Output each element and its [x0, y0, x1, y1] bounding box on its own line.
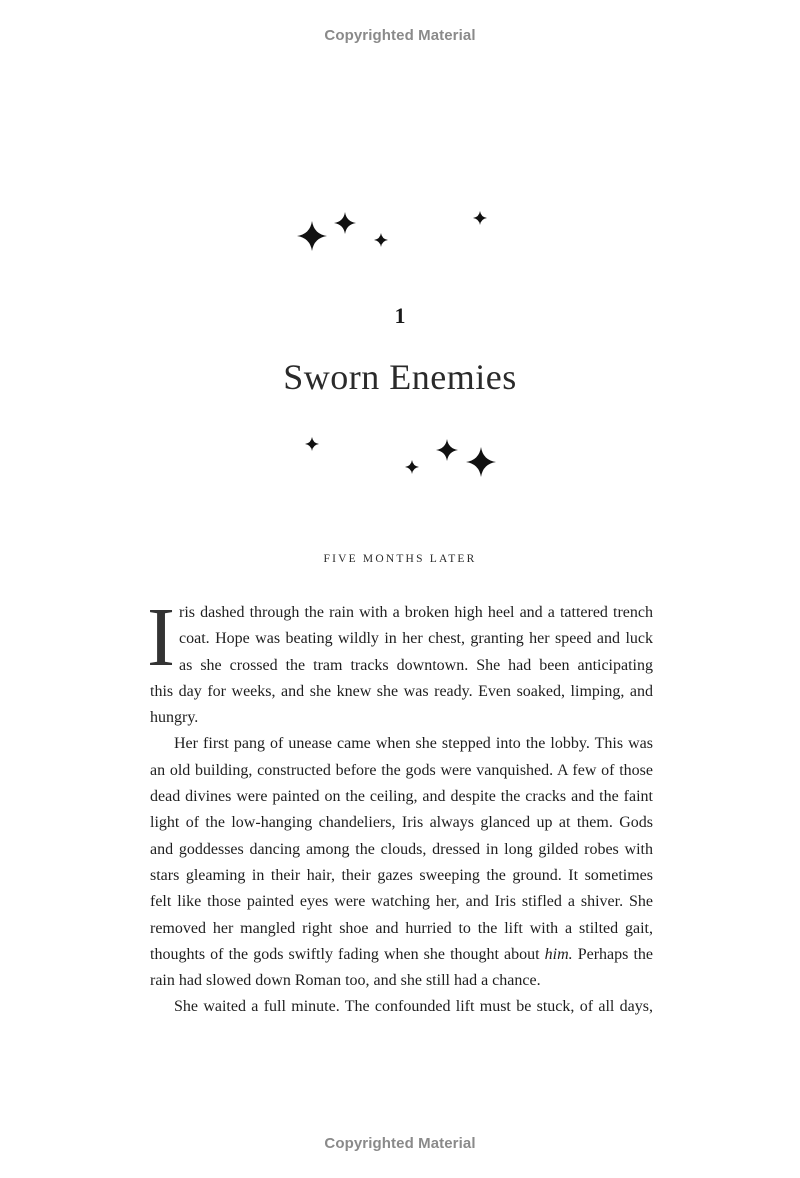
body-line: coat. Hope was beating wildly in her chest, granting her speed and luck — [179, 630, 653, 648]
section-label: FIVE MONTHS LATER — [323, 553, 477, 565]
body-line: Her first pang of unease came when she stepped into the lobby. This was — [174, 735, 653, 753]
body-line: removed her mangled right shoe and hurried to the lift with a stilted gait, — [150, 919, 653, 937]
body-line: this day for weeks, and she knew she was ready. Even soaked, limping, and — [150, 682, 653, 700]
copyright-watermark-top: Copyrighted Material — [324, 27, 476, 44]
drop-cap: I — [147, 591, 175, 684]
body-line: stars gleaming in their hair, their gazes sweeping the ground. It sometimes — [150, 866, 653, 884]
body-line: felt like those painted eyes were watching her, and Iris stifled a shiver. She — [150, 893, 653, 911]
body-line — [150, 942, 653, 968]
italic-emphasis: him. — [544, 945, 573, 963]
chapter-number: 1 — [394, 303, 406, 328]
body-line: light of the low-hanging chandeliers, Iris always glanced up at them. Gods — [150, 814, 653, 832]
top-stars-icon — [297, 211, 487, 251]
star-ornament-icon — [0, 0, 800, 500]
body-line: dead divines were painted on the ceiling, and despite the cracks and the faint — [150, 788, 653, 806]
body-line-text: thoughts of the gods swiftly fading when she thought about — [150, 945, 545, 963]
body-line: She waited a full minute. The confounded lift must be stuck, of all days, — [174, 998, 653, 1016]
chapter-body — [147, 591, 653, 1021]
copyright-watermark-bottom: Copyrighted Material — [324, 1135, 476, 1152]
body-line: rain had slowed down Roman too, and she still had a chance. — [150, 972, 541, 990]
body-line: hungry. — [150, 709, 199, 727]
body-line: ris dashed through the rain with a broken high heel and a tattered trench — [179, 604, 653, 621]
body-line: as she crossed the tram tracks downtown. She had been anticipating — [179, 656, 653, 674]
bottom-stars-icon — [305, 437, 496, 477]
body-line-tail: Perhaps the — [572, 945, 653, 963]
body-line: an old building, constructed before the gods were vanquished. A few of those — [150, 761, 653, 779]
chapter-title: Sworn Enemies — [283, 357, 517, 397]
body-line: and goddesses dancing among the clouds, dressed in long gilded robes with — [150, 840, 653, 858]
